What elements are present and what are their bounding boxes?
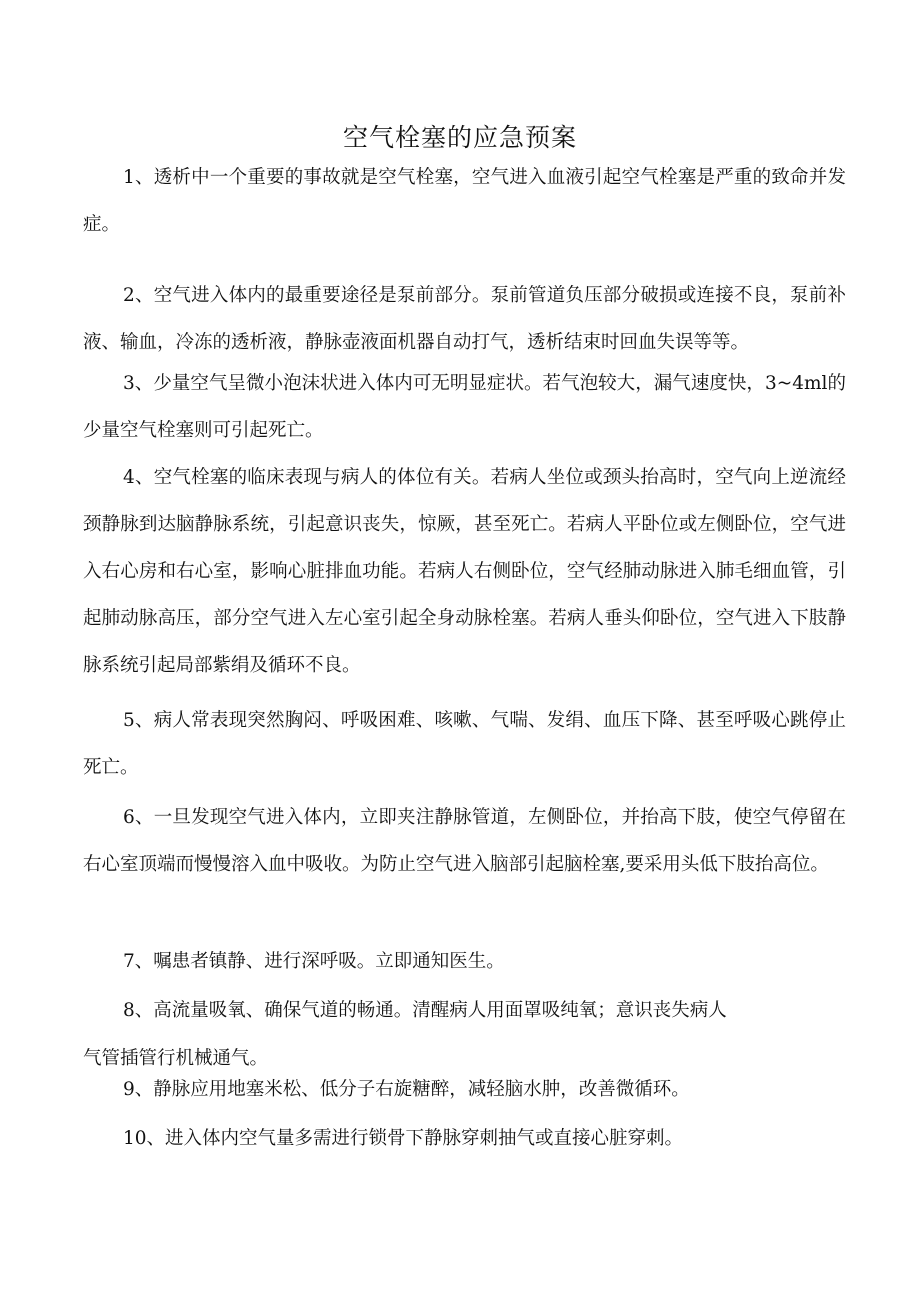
paragraph-6: 6、一旦发现空气进入体内，立即夹注静脉管道，左侧卧位，并抬高下肢，使空气停留在右心室顶端而慢慢溶入血中吸收。为防止空气进入脑部引起脑栓塞,要采用头低下肢抬高位。: [83, 807, 846, 875]
paragraph-3: 3、少量空气呈微小泡沫状进入体内可无明显症状。若气泡较大，漏气速度快，3~4ml的少量空气栓塞则可引起死亡。: [83, 373, 846, 441]
paragraph-8-continuation: 气管插管行机械通气。: [83, 1048, 269, 1069]
paragraph-9: 9、静脉应用地塞米松、低分子右旋糖醉，减轻脑水肿，改善微循环。: [123, 1079, 690, 1100]
paragraph-10: 10、进入体内空气量多需进行锁骨下静脉穿刺抽气或直接心脏穿刺。: [123, 1128, 684, 1149]
paragraph-2: 2、空气进入体内的最重要途径是泵前部分。泵前管道负压部分破损或连接不良，泵前补液、输血，冷冻的透析液，静脉壶液面机器自动打气，透析结束时回血失误等等。: [83, 285, 846, 353]
paragraph-5: 5、病人常表现突然胸闷、呼吸困难、咳嗽、气喘、发绢、血压下降、甚至呼吸心跳停止死亡。: [83, 710, 846, 778]
paragraph-7: 7、嘱患者镇静、进行深呼吸。立即通知医生。: [123, 951, 505, 972]
paragraph-4: 4、空气栓塞的临床表现与病人的体位有关。若病人坐位或颈头抬高时，空气向上逆流经颈静脉到达脑静脉系统，引起意识丧失，惊厥，甚至死亡。若病人平卧位或左侧卧位，空气进入右心房和右心室，影响心脏排血功能。若病人右侧卧位，空气经肺动脉进入肺毛细血管，引起肺动脉高压，部分空气进入左心室引起全身动脉栓塞。若病人垂头仰卧位，空气进入下肢静脉系统引起局部紫绢及循环不良。: [83, 467, 846, 676]
paragraph-1: 1、透析中一个重要的事故就是空气栓塞，空气进入血液引起空气栓塞是严重的致命并发症。: [83, 167, 846, 235]
paragraph-8: 8、高流量吸氧、确保气道的畅通。清醒病人用面罩吸纯氧；意识丧失病人: [123, 1000, 727, 1021]
document-title: 空气栓塞的应急预案: [342, 123, 577, 152]
